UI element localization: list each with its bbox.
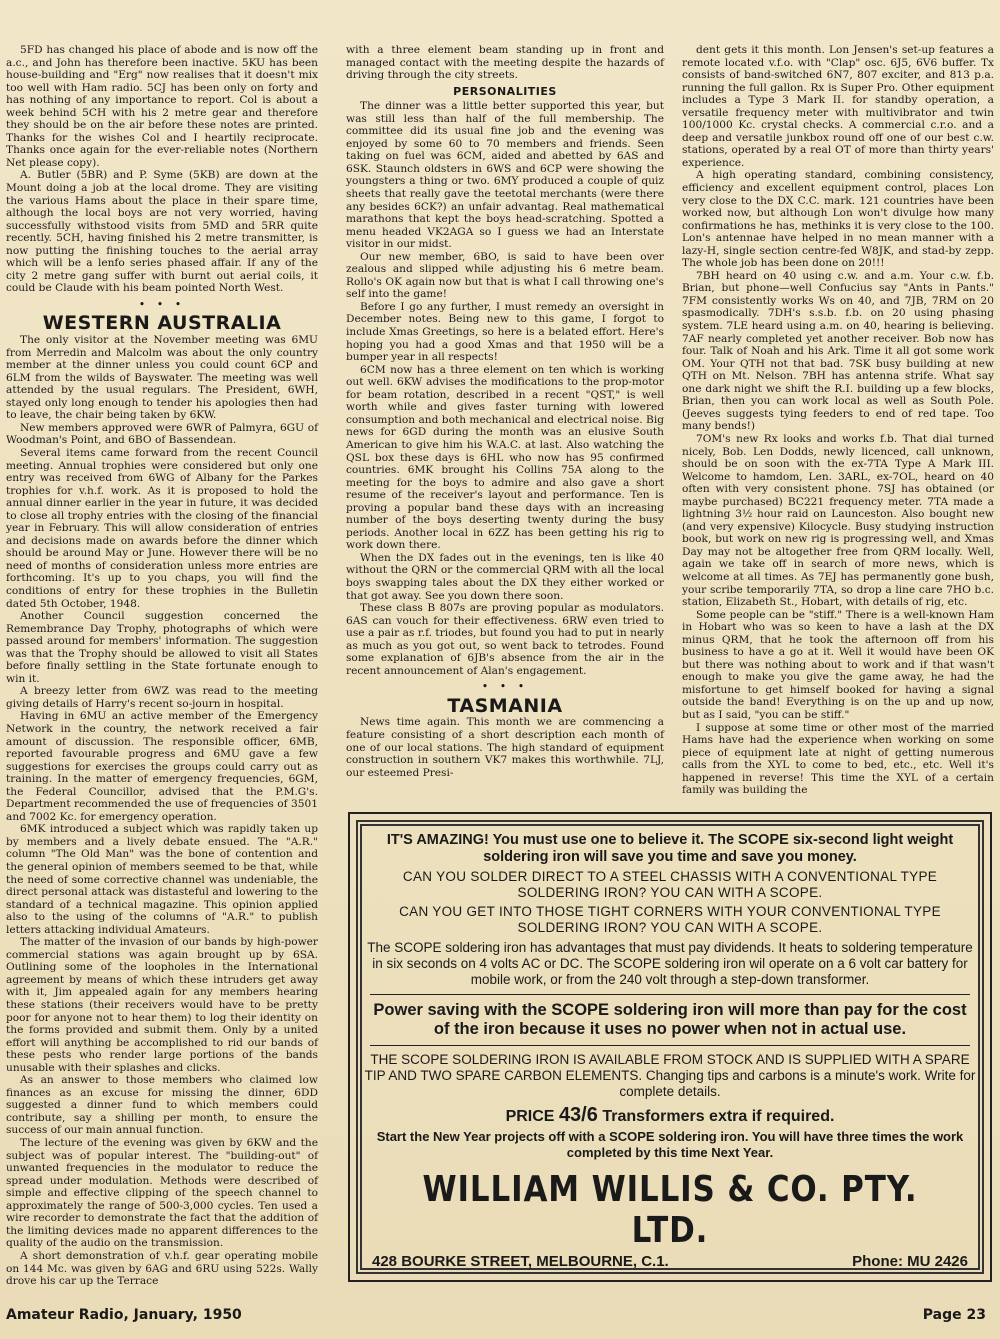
ad-price-line: [364, 1104, 976, 1127]
sa-notes-continued: [6, 44, 318, 295]
footer-page-number: Page 23: [922, 1307, 986, 1323]
paragraph: These class B 807s are proving popular as modulators. 6AS can vouch for their effectiveness. 6RW even tried to use a pair as r.f. triodes, but found you had to put in nearly as much as you got out, so went back to tetrodes. Found some explanation of 6JB's absence from the air in the recent announcement of Alan's engagement.: [346, 602, 664, 677]
ad-phone: Phone: MU 2426: [852, 1253, 968, 1270]
ad-divider: [370, 994, 970, 995]
footer-publication: Amateur Radio, January, 1950: [6, 1307, 242, 1323]
paragraph: New members approved were 6WR of Palmyra, 6GU of Woodman's Point, and 6BO of Bassendean.: [6, 421, 318, 447]
ad-stock-info: THE SCOPE SOLDERING IRON IS AVAILABLE FROM STOCK AND IS SUPPLIED WITH A SPARE TIP AND TWO SPARE CARBON ELEMENTS. Changing tips and carbons is a minute's work. Write for complete details.: [364, 1052, 976, 1099]
section-separator: • • •: [138, 297, 186, 311]
paragraph: A short demonstration of v.h.f. gear operating mobile on 144 Mc. was given by 6AG and 6RU using 522s. Wally drove his car up the Terrace: [6, 1249, 318, 1288]
ad-divider: [370, 1045, 970, 1046]
ad-price-label: PRICE: [505, 1108, 555, 1125]
column-right: [682, 44, 994, 826]
paragraph: A breezy letter from 6WZ was read to the meeting giving details of Harry's recent so-journ in hospital.: [6, 685, 318, 710]
paragraph: dent gets it this month. Lon Jensen's set-up features a remote located v.f.o. with "Clap" osc. 6J5, 6V6 buffer. Tx consists of band-switched 6N7, 807 exciter, and 813 p.a. running the full gallon. Rx is Super Pro. Other equipment includes a Type 3 Mark II. for standby operation, a versatile frequency meter with multivibrator and twin 100/1000 Kc. crystal checks. A commercial c.r.o. and a deep and versatile junkbox round off one of our best c.w. stations, operated by a real OT of more than thirty years' experience.: [682, 44, 994, 169]
paragraph: 7OM's new Rx looks and works f.b. That dial turned nicely, Bob. Len Dodds, newly licenced, call unknown, should be on soon with the ex-7TA Type A Mark III. Welcome to hamdom, Len. 3ARL, ex-7OL, heard on 40 often with very consistent phone. 7SJ has obtained (or maybe purchased) BC221 frequency meter. 7TA made a lightning 3½ hour raid on Launceston. Also bought new (and very expensive) Kilocycle. Busy studying instruction book, but work on new rig is progressing well, and Xmas Day may not be altogether free from QRM locally. Well, again we take off in search of more news, which is welcome at all times. As 7EJ has permanently gone bush, your scribe temporarily 7TA, so drop a line care 7HO b.c. station, Elizabeth St., Hobart, with details of rig, etc.: [682, 432, 994, 609]
paragraph: When the DX fades out in the evenings, ten is like 40 without the QRN or the commercial QRM with all the local boys swapping tales about the DX they either worked or that got away. See you down there soon.: [346, 551, 664, 602]
column-middle: [346, 44, 664, 826]
ad-price-note: Transformers extra if required.: [602, 1108, 835, 1125]
ad-headline: IT'S AMAZING! You must use one to believe it. The SCOPE six-second light weight soldering iron will save you time and save you money.: [386, 832, 954, 865]
heading-western-australia: WESTERN AUSTRALIA: [42, 312, 282, 335]
paragraph: A. Butler (5BR) and P. Syme (5KB) are down at the Mount doing a job at the local drome. They are visiting the various Hams about the place in their spare time, although the local boys are not very worried, having successfully withstood visits from 5MD and 5RR quite recently. 5CH, having finished his 2 metre transmitter, is now putting the finishing touches to the aerial array which will be a lenfo series phased affair. If any of the city 2 metre gang suffer with burnt out aerial coils, it could be Claude with his beam pointed North West.: [6, 169, 318, 295]
personalities-notes: [346, 100, 664, 677]
ad-new-year-offer: Start the New Year projects off with a SCOPE soldering iron. You will have three times the work completed by this time Next Year.: [376, 1129, 964, 1160]
paragraph: Several items came forward from the recent Council meeting. Annual trophies were considered but only one entry was received from 6WG of Albany for the Parkes trophies for v.h.f. work. As it is proposed to hold the annual dinner earlier in the year in future, it was decided to close all trophy entries with the closing of the financial year in February. This will allow consideration of entries and decisions made on awards before the dinner which should be around May or June. However there will be no need of months of consideration unless more entries are forthcoming. It's up to you chaps, you will find the conditions of entry for these trophies in the Bulletin dated 5th October, 1948.: [6, 446, 318, 610]
paragraph: The matter of the invasion of our bands by high-power commercial stations was again brought up by 6SA. Outlining some of the loopholes in the International agreement by means of which these intruders get away with it, Jim appealed again for any members hearing these stations (their receivers would have to be pretty poor for anyone not to hear them) to log their identity on the forms provided and submit them. Only by a united effort will anything be accomplished to rid our bands of these pests who render large portions of the bands unusable with their splashes and clicks.: [6, 936, 318, 1074]
paragraph: A high operating standard, combining consistency, efficiency and excellent equipment control, places Lon very close to the DX C.C. mark. 121 countries have been worked now, but although Lon won't divulge how many confirmations he has, methinks it is very close to the 100. Lon's antennae have helped in no mean manner with a lazy-H, single section centre-fed W8JK, and stad-by zepp. The whole job has been done on 20!!!: [682, 169, 994, 270]
tasmania-notes: [346, 716, 664, 779]
paragraph: 5FD has changed his place of abode and is now off the a.c., and John has therefore been inactive. 5KU has been house-building and "Erg" now realises that it doesn't mix too well with Ham radio. 5CJ has been only on forty and has nothing of any importance to report. Col is about a week behind 5CH with his 2 metre gear and therefore they should be on the air before these notes are printed. Thanks for the wishes Col and I heartily reciprocate. Thanks once again for the ever-reliable notes (Northern Net please copy).: [6, 44, 318, 169]
ad-address: 428 BOURKE STREET, MELBOURNE, C.1.: [372, 1253, 669, 1270]
paragraph: Having in 6MU an active member of the Emergency Network in the country, the network received a fair amount of discussion. The responsible officer, 6MB, reported favourable progress and 6MU gave a few suggestions for exercises the groups could carry out as training. In the matter of emergency frequencies, 6GM, the Federal Councillor, advised that the P.M.G's. Department recommended the use of frequencies of 3501 and 7002 Kc. for emergency operation.: [6, 710, 318, 823]
paragraph: 7BH heard on 40 using c.w. and a.m. Your c.w. f.b. Brian, but phone—well Confucius say "Ants in Pants." 7FM consistently works Ws on 40, and 7JB, 7RM on 20 spasmodically. 7DH's s.s.b. f.b. on 20 using phasing system. 7LE heard using a.m. on 40, hearing is believing. 7AF nearly completed yet another receiver. Bob now has four. Talk of Noah and his Ark. Time it all got some work OM. Your QTH not that bad. 7SK busy building at new QTH on Mt. Nelson. 7BH has antenna strife. What say one dark night we shift the R.I. building up a few blocks, Brian, then you can work local as well as South Pole. (Jeeves suggests tying feeders to end of red tape. Too many bends!): [682, 269, 994, 433]
scope-soldering-iron-advertisement: [348, 812, 992, 1282]
paragraph: As an answer to those members who claimed low finances as an excuse for missing the dinner, 6DD suggested a dinner fund to which members could contribute, say a shilling per month, to ensure the success of our main annual function.: [6, 1074, 318, 1137]
paragraph: 6MK introduced a subject which was rapidly taken up by members and a lively debate ensued. The "A.R." column "The Old Man" was the bone of contention and the general opinion of members seemed to be that, while the need of some corrective channel was undeniable, the direct personal attack was distasteful and lowering to the standard of a technical magazine. This opinion applied also to the using of the columns of "A.R." to publish letters attacking individual Amateurs.: [6, 823, 318, 936]
paragraph: The dinner was a little better supported this year, but was still less than half of the full membership. The committee did its usual fine job and the evening was enjoyed by some 60 to 70 members and friends. Seen taking on fuel was 6CM, aided and abetted by 6AS and 6SK. Staunch oldsters in 6WS and 6CP were showing the youngsters a thing or two. 6MY produced a couple of quiz sheets that really gave the teetotal merchants (were there any besides 6CK?) an unfair advantag. Real mathematical marathons that kept the boys head-scratching. Spotted a menu headed VK2AGA so I guess we had an Interstate visitor in our midst.: [346, 100, 664, 251]
ad-power-saving: Power saving with the SCOPE soldering iron will more than pay for the cost of the iron because it uses no power when not in actual use.: [373, 1001, 967, 1038]
column-left: [6, 44, 318, 1288]
wa-notes-continued: [346, 44, 664, 82]
heading-tasmania: TASMANIA: [447, 694, 563, 717]
ad-content: [364, 828, 976, 1270]
paragraph: The only visitor at the November meeting was 6MU from Merredin and Malcolm was about the only country member at the dinner unless you could count 6CP and 6LM from the wilds of Bayswater. The meeting was well attended by the usual regulars. The President, 6WH, stayed only long enough to tender his apologies then had to leave, the chair being taken by 6KW.: [6, 334, 318, 422]
paragraph: I suppose at some time or other most of the married Hams have had the experience when working on some piece of equipment late at night of getting numerous calls from the XYL to come to bed, etc., etc. Well it's happened in reverse! This time the XYL of a certain family was building the: [682, 721, 994, 797]
subheading-personalities: PERSONALITIES: [453, 84, 557, 98]
ad-question-corners: CAN YOU GET INTO THOSE TIGHT CORNERS WITH YOUR CONVENTIONAL TYPE SOLDERING IRON? YOU CAN WITH A SCOPE.: [399, 904, 941, 935]
paragraph: News time again. This month we are commencing a feature consisting of a short description each month of one of our local stations. The high standard of equipment construction in southern VK7 makes this worthwhile. 7LJ, our esteemed Presi-: [346, 716, 664, 779]
section-separator: • • •: [481, 680, 529, 694]
paragraph: with a three element beam standing up in front and managed contact with the meeting despite the hazards of driving through the city streets.: [346, 44, 664, 82]
ad-question-chassis: CAN YOU SOLDER DIRECT TO A STEEL CHASSIS WITH A CONVENTIONAL TYPE SOLDERING IRON? YOU CAN WITH A SCOPE.: [402, 869, 938, 900]
paragraph: Our new member, 6BO, is said to have been over zealous and slipped while adjusting his 6 metre beam. Rollo's OK again now but that is what I call throwing one's self into the game!: [346, 250, 664, 301]
paragraph: The lecture of the evening was given by 6KW and the subject was of popular interest. The "building-out" of unwanted frequencies in the modulator to reduce the spread under modulation. Methods were described of simple and effective clipping of the speech channel to approximately the range of 500-3,000 cycles. Ten used a wire recorder to demonstrate the fact that the addition of the limiting devices made no apparent differences to the quality of the audio on the transmission.: [6, 1137, 318, 1250]
tasmania-notes-continued: [682, 44, 994, 797]
ad-price-value: 43/6: [558, 1104, 598, 1126]
paragraph: 6CM now has a three element on ten which is working out well. 6KW advises the modifications to the prop-motor for beam rotation, described in a recent "QST," is well worth while and gives faster turning with lowered consumption and both mechanical and electrical noise. Big news for 6GD during the month was an elusive South American to give him his W.A.C. at last. Also watching the QSL box these days is 6HL who now has 95 confirmed countries. 6MK brought his Collins 75A along to the meeting for the boys to admire and also gave a short resume of the receiver's layout and performance. Ten is proving a popular band these days with an increasing number of the boys deserting twenty during the busy periods. Another local in 6ZZ has been getting his rig to work down there.: [346, 363, 664, 552]
wa-notes: [6, 334, 318, 1288]
paragraph: Some people can be "stiff." There is a well-known Ham in Hobart who was so keen to have a lash at the DX minus QRM, that he took the afternoon off from his business to have a go at it. Well it would have been OK but there was nothing about to work and if that wasn't enough to make you give the game away, he had the misfortune to get himself booked for having a signal outside the band! Everything is on the up and up now, but as I said, "you can be stiff.": [682, 608, 994, 721]
ad-address-line: [364, 1253, 976, 1270]
paragraph: Another Council suggestion concerned the Remembrance Day Trophy, photographs of which were passed around for members' information. The suggestion was that the Trophy should be allowed to visit all States before finally settling in the State fortunate enough to win it.: [6, 610, 318, 685]
ad-advantages: The SCOPE soldering iron has advantages that must pay dividends. It heats to soldering temperature in six seconds on 4 volts AC or DC. The SCOPE soldering iron wil operate on a 6 volt car battery for mobile work, or from the 240 volt through a step-down transformer.: [367, 940, 973, 987]
paragraph: Before I go any further, I must remedy an oversight in December notes. Being new to this game, I forgot to include Xmas Greetings, so here is a belated effort. Here's hoping you had a good Xmas and that 1950 will be a bumper year in all respects!: [346, 300, 664, 364]
ad-firm-name: WILLIAM WILLIS & CO. PTY. LTD.: [422, 1169, 918, 1251]
